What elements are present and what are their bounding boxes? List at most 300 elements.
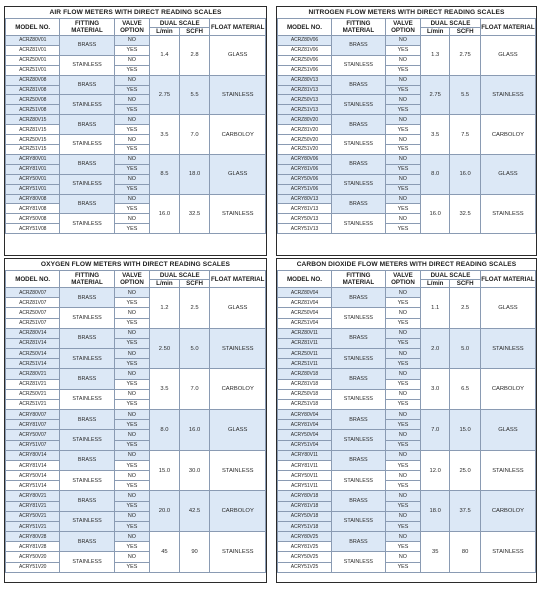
float-material: CARBOLOY bbox=[210, 115, 266, 155]
table-row bbox=[6, 75, 266, 85]
table-row bbox=[278, 369, 536, 379]
flow-scfh: 16.0 bbox=[179, 410, 210, 451]
valve-option: YES bbox=[114, 460, 149, 470]
fitting-material: STAINLESS bbox=[331, 55, 385, 75]
flow-meter-table bbox=[277, 270, 536, 573]
model-number: ACRY80V04 bbox=[278, 410, 332, 420]
model-number: ACRY50V01 bbox=[6, 174, 60, 184]
float-material: GLASS bbox=[210, 410, 266, 451]
flow-lmin: 45 bbox=[150, 532, 180, 573]
model-number: ACRY51V20 bbox=[6, 562, 60, 572]
float-material: STAINLESS bbox=[210, 532, 266, 573]
valve-option: NO bbox=[114, 552, 149, 562]
valve-option: NO bbox=[114, 532, 149, 542]
fitting-material: BRASS bbox=[60, 288, 114, 308]
model-number: ACRY50V14 bbox=[6, 471, 60, 481]
model-number: ACRY51V18 bbox=[278, 521, 332, 531]
fitting-material: BRASS bbox=[331, 532, 385, 552]
valve-option: YES bbox=[385, 85, 420, 95]
table-row bbox=[6, 194, 266, 204]
valve-option: YES bbox=[114, 562, 149, 572]
model-number: ACRY80V25 bbox=[278, 532, 332, 542]
table-row bbox=[278, 491, 536, 501]
table-row bbox=[6, 532, 266, 542]
float-material: STAINLESS bbox=[480, 194, 535, 234]
model-number: ACRZ50V01 bbox=[6, 55, 60, 65]
header-model: MODEL NO. bbox=[278, 19, 332, 36]
flow-lmin: 15.0 bbox=[150, 450, 180, 491]
flow-scfh: 2.75 bbox=[450, 36, 481, 76]
header-dual-scale: DUAL SCALE bbox=[421, 271, 481, 280]
fitting-material: BRASS bbox=[60, 532, 114, 552]
valve-option: NO bbox=[385, 328, 420, 338]
model-number: ACRY50V07 bbox=[6, 430, 60, 440]
fitting-material: STAINLESS bbox=[60, 349, 114, 369]
valve-option: NO bbox=[385, 174, 420, 184]
flow-lmin: 8.5 bbox=[150, 154, 180, 194]
flow-scfh: 42.5 bbox=[179, 491, 210, 532]
valve-option: NO bbox=[385, 349, 420, 359]
model-number: ACRZ51V01 bbox=[6, 65, 60, 75]
valve-option: NO bbox=[114, 214, 149, 224]
model-number: ACRZ51V13 bbox=[278, 105, 332, 115]
fitting-material: STAINLESS bbox=[331, 308, 385, 328]
valve-option: YES bbox=[385, 164, 420, 174]
model-number: ACRZ81V11 bbox=[278, 338, 332, 348]
model-number: ACRZ81V21 bbox=[6, 379, 60, 389]
model-number: ACRZ50V14 bbox=[6, 349, 60, 359]
fitting-material: STAINLESS bbox=[60, 55, 114, 75]
valve-option: NO bbox=[385, 369, 420, 379]
table-row bbox=[6, 115, 266, 125]
model-number: ACRZ50V11 bbox=[278, 349, 332, 359]
table-row bbox=[278, 328, 536, 338]
float-material: GLASS bbox=[210, 288, 266, 329]
fitting-material: STAINLESS bbox=[60, 95, 114, 115]
model-number: ACRY81V13 bbox=[278, 204, 332, 214]
model-number: ACRY50V08 bbox=[6, 214, 60, 224]
valve-option: NO bbox=[385, 491, 420, 501]
header-scfh: SCFH bbox=[450, 28, 481, 36]
model-number: ACRZ50V06 bbox=[278, 55, 332, 65]
model-number: ACRY51V08 bbox=[6, 224, 60, 234]
model-number: ACRY81V07 bbox=[6, 420, 60, 430]
valve-option: NO bbox=[385, 308, 420, 318]
model-number: ACRZ80V08 bbox=[6, 75, 60, 85]
model-number: ACRZ51V14 bbox=[6, 359, 60, 369]
valve-option: NO bbox=[385, 135, 420, 145]
valve-option: YES bbox=[114, 45, 149, 55]
fitting-material: BRASS bbox=[60, 75, 114, 95]
fitting-material: STAINLESS bbox=[331, 511, 385, 531]
table-row bbox=[6, 154, 266, 164]
valve-option: YES bbox=[385, 481, 420, 491]
model-number: ACRZ51V04 bbox=[278, 318, 332, 328]
model-number: ACRZ51V15 bbox=[6, 144, 60, 154]
valve-option: NO bbox=[114, 450, 149, 460]
valve-option: YES bbox=[385, 440, 420, 450]
header-lmin: L/min bbox=[421, 28, 450, 36]
float-material: GLASS bbox=[480, 410, 535, 451]
valve-option: YES bbox=[114, 204, 149, 214]
flow-lmin: 7.0 bbox=[421, 410, 450, 451]
model-number: ACRY81V28 bbox=[6, 542, 60, 552]
model-number: ACRY50V21 bbox=[6, 511, 60, 521]
fitting-material: STAINLESS bbox=[60, 308, 114, 328]
model-number: ACRY50V25 bbox=[278, 552, 332, 562]
fitting-material: BRASS bbox=[331, 491, 385, 511]
header-dual-scale: DUAL SCALE bbox=[421, 19, 481, 28]
fitting-material: BRASS bbox=[331, 75, 385, 95]
header-fitting-material: FITTING MATERIAL bbox=[331, 271, 385, 288]
valve-option: NO bbox=[114, 95, 149, 105]
model-number: ACRZ50V04 bbox=[278, 308, 332, 318]
flow-lmin: 20.0 bbox=[150, 491, 180, 532]
model-number: ACRZ51V21 bbox=[6, 399, 60, 409]
model-number: ACRZ50V18 bbox=[278, 389, 332, 399]
float-material: STAINLESS bbox=[480, 328, 535, 369]
float-material: GLASS bbox=[480, 154, 535, 194]
nitrogen-flow-meters-panel bbox=[276, 6, 537, 256]
valve-option: NO bbox=[114, 491, 149, 501]
valve-option: NO bbox=[114, 174, 149, 184]
flow-scfh: 2.8 bbox=[179, 36, 210, 76]
flow-scfh: 2.5 bbox=[450, 288, 481, 329]
fitting-material: BRASS bbox=[331, 154, 385, 174]
fitting-material: STAINLESS bbox=[60, 135, 114, 155]
model-number: ACRY80V07 bbox=[6, 410, 60, 420]
valve-option: YES bbox=[385, 399, 420, 409]
header-valve-option: VALVE OPTION bbox=[385, 19, 420, 36]
valve-option: NO bbox=[114, 75, 149, 85]
model-number: ACRY80V01 bbox=[6, 154, 60, 164]
table-row bbox=[6, 328, 266, 338]
valve-option: NO bbox=[385, 288, 420, 298]
valve-option: NO bbox=[385, 410, 420, 420]
fitting-material: STAINLESS bbox=[331, 174, 385, 194]
valve-option: YES bbox=[385, 359, 420, 369]
model-number: ACRZ50V21 bbox=[6, 389, 60, 399]
valve-option: YES bbox=[385, 338, 420, 348]
valve-option: YES bbox=[114, 184, 149, 194]
model-number: ACRY80V18 bbox=[278, 491, 332, 501]
flow-scfh: 32.5 bbox=[179, 194, 210, 234]
fitting-material: BRASS bbox=[60, 450, 114, 470]
fitting-material: STAINLESS bbox=[60, 430, 114, 450]
table-row bbox=[6, 491, 266, 501]
flow-scfh: 2.5 bbox=[179, 288, 210, 329]
table-row bbox=[278, 115, 536, 125]
float-material: STAINLESS bbox=[210, 75, 266, 115]
panel-title: CARBON DIOXIDE FLOW METERS WITH DIRECT READING SCALES bbox=[296, 261, 517, 268]
valve-option: YES bbox=[385, 460, 420, 470]
model-number: ACRY81V21 bbox=[6, 501, 60, 511]
valve-option: NO bbox=[114, 430, 149, 440]
table-row bbox=[6, 450, 266, 460]
valve-option: YES bbox=[114, 85, 149, 95]
model-number: ACRZ80V07 bbox=[6, 288, 60, 298]
valve-option: NO bbox=[114, 369, 149, 379]
model-number: ACRY50V13 bbox=[278, 214, 332, 224]
flow-scfh: 16.0 bbox=[450, 154, 481, 194]
valve-option: YES bbox=[114, 542, 149, 552]
flow-lmin: 1.4 bbox=[150, 36, 180, 76]
model-number: ACRZ80V06 bbox=[278, 36, 332, 46]
header-model: MODEL NO. bbox=[278, 271, 332, 288]
valve-option: NO bbox=[114, 511, 149, 521]
float-material: CARBOLOY bbox=[210, 369, 266, 410]
flow-scfh: 5.0 bbox=[179, 328, 210, 369]
model-number: ACRZ80V18 bbox=[278, 369, 332, 379]
valve-option: YES bbox=[114, 420, 149, 430]
panel-title: AIR FLOW METERS WITH DIRECT READING SCALES bbox=[49, 9, 222, 16]
model-number: ACRZ50V13 bbox=[278, 95, 332, 105]
flow-scfh: 90 bbox=[179, 532, 210, 573]
model-number: ACRY51V04 bbox=[278, 440, 332, 450]
valve-option: YES bbox=[385, 184, 420, 194]
table-row bbox=[6, 410, 266, 420]
valve-option: YES bbox=[385, 542, 420, 552]
model-number: ACRY51V25 bbox=[278, 562, 332, 572]
model-number: ACRZ50V07 bbox=[6, 308, 60, 318]
valve-option: NO bbox=[114, 288, 149, 298]
header-dual-scale: DUAL SCALE bbox=[150, 271, 210, 280]
valve-option: NO bbox=[114, 36, 149, 46]
flow-lmin: 2.75 bbox=[150, 75, 180, 115]
header-fitting-material: FITTING MATERIAL bbox=[60, 271, 114, 288]
model-number: ACRY51V21 bbox=[6, 521, 60, 531]
table-row bbox=[278, 288, 536, 298]
valve-option: NO bbox=[385, 95, 420, 105]
model-number: ACRZ51V07 bbox=[6, 318, 60, 328]
model-number: ACRY50V06 bbox=[278, 174, 332, 184]
flow-lmin: 3.5 bbox=[150, 115, 180, 155]
model-number: ACRZ51V18 bbox=[278, 399, 332, 409]
valve-option: YES bbox=[385, 204, 420, 214]
float-material: STAINLESS bbox=[480, 532, 535, 573]
model-number: ACRZ50V20 bbox=[278, 135, 332, 145]
valve-option: NO bbox=[114, 389, 149, 399]
float-material: CARBOLOY bbox=[480, 369, 535, 410]
model-number: ACRY51V01 bbox=[6, 184, 60, 194]
valve-option: NO bbox=[385, 154, 420, 164]
flow-lmin: 1.2 bbox=[150, 288, 180, 329]
table-row bbox=[6, 369, 266, 379]
valve-option: YES bbox=[114, 125, 149, 135]
fitting-material: BRASS bbox=[331, 288, 385, 308]
table-row bbox=[6, 288, 266, 298]
header-model: MODEL NO. bbox=[6, 19, 60, 36]
model-number: ACRZ80V15 bbox=[6, 115, 60, 125]
valve-option: YES bbox=[114, 298, 149, 308]
header-scfh: SCFH bbox=[450, 280, 481, 288]
fitting-material: STAINLESS bbox=[60, 214, 114, 234]
fitting-material: BRASS bbox=[60, 369, 114, 389]
flow-lmin: 12.0 bbox=[421, 450, 450, 491]
fitting-material: BRASS bbox=[60, 36, 114, 56]
header-lmin: L/min bbox=[150, 28, 180, 36]
valve-option: YES bbox=[114, 105, 149, 115]
valve-option: YES bbox=[114, 440, 149, 450]
flow-scfh: 15.0 bbox=[450, 410, 481, 451]
model-number: ACRY51V06 bbox=[278, 184, 332, 194]
model-number: ACRZ81V20 bbox=[278, 125, 332, 135]
flow-lmin: 3.5 bbox=[150, 369, 180, 410]
model-number: ACRZ51V06 bbox=[278, 65, 332, 75]
flow-scfh: 5.5 bbox=[179, 75, 210, 115]
float-material: STAINLESS bbox=[480, 450, 535, 491]
model-number: ACRY80V14 bbox=[6, 450, 60, 460]
flow-scfh: 7.5 bbox=[450, 115, 481, 155]
float-material: CARBOLOY bbox=[480, 115, 535, 155]
header-fitting-material: FITTING MATERIAL bbox=[60, 19, 114, 36]
model-number: ACRZ81V06 bbox=[278, 45, 332, 55]
model-number: ACRZ81V08 bbox=[6, 85, 60, 95]
valve-option: NO bbox=[385, 194, 420, 204]
valve-option: NO bbox=[114, 308, 149, 318]
float-material: GLASS bbox=[210, 36, 266, 76]
model-number: ACRZ80V11 bbox=[278, 328, 332, 338]
flow-meter-table bbox=[5, 18, 266, 234]
valve-option: NO bbox=[114, 410, 149, 420]
model-number: ACRZ80V14 bbox=[6, 328, 60, 338]
valve-option: YES bbox=[114, 379, 149, 389]
table-row bbox=[278, 75, 536, 85]
model-number: ACRY80V08 bbox=[6, 194, 60, 204]
model-number: ACRZ80V01 bbox=[6, 36, 60, 46]
model-number: ACRY51V11 bbox=[278, 481, 332, 491]
valve-option: NO bbox=[385, 552, 420, 562]
valve-option: YES bbox=[114, 318, 149, 328]
valve-option: YES bbox=[385, 420, 420, 430]
valve-option: YES bbox=[114, 501, 149, 511]
flow-meter-table bbox=[277, 18, 536, 234]
valve-option: NO bbox=[114, 115, 149, 125]
valve-option: YES bbox=[385, 318, 420, 328]
flow-scfh: 25.0 bbox=[450, 450, 481, 491]
valve-option: YES bbox=[385, 105, 420, 115]
model-number: ACRY81V11 bbox=[278, 460, 332, 470]
table-row bbox=[6, 36, 266, 46]
flow-lmin: 3.5 bbox=[421, 115, 450, 155]
carbon-dioxide-flow-meters-panel bbox=[276, 258, 537, 583]
flow-scfh: 80 bbox=[450, 532, 481, 573]
fitting-material: STAINLESS bbox=[331, 214, 385, 234]
valve-option: NO bbox=[114, 154, 149, 164]
valve-option: NO bbox=[385, 115, 420, 125]
model-number: ACRZ80V13 bbox=[278, 75, 332, 85]
model-number: ACRZ80V04 bbox=[278, 288, 332, 298]
header-scfh: SCFH bbox=[179, 280, 210, 288]
valve-option: YES bbox=[385, 562, 420, 572]
valve-option: YES bbox=[114, 359, 149, 369]
fitting-material: STAINLESS bbox=[60, 552, 114, 572]
flow-scfh: 37.5 bbox=[450, 491, 481, 532]
model-number: ACRZ81V18 bbox=[278, 379, 332, 389]
model-number: ACRZ51V20 bbox=[278, 144, 332, 154]
model-number: ACRZ80V21 bbox=[6, 369, 60, 379]
fitting-material: STAINLESS bbox=[331, 349, 385, 369]
valve-option: NO bbox=[385, 389, 420, 399]
flow-scfh: 5.0 bbox=[450, 328, 481, 369]
valve-option: NO bbox=[385, 36, 420, 46]
model-number: ACRY81V06 bbox=[278, 164, 332, 174]
model-number: ACRY80V28 bbox=[6, 532, 60, 542]
valve-option: NO bbox=[114, 349, 149, 359]
valve-option: YES bbox=[385, 45, 420, 55]
valve-option: YES bbox=[114, 224, 149, 234]
float-material: CARBOLOY bbox=[210, 491, 266, 532]
table-row bbox=[278, 532, 536, 542]
valve-option: NO bbox=[385, 450, 420, 460]
valve-option: NO bbox=[385, 214, 420, 224]
valve-option: YES bbox=[385, 224, 420, 234]
fitting-material: BRASS bbox=[60, 410, 114, 430]
table-row bbox=[278, 450, 536, 460]
valve-option: NO bbox=[114, 55, 149, 65]
oxygen-flow-meters-panel bbox=[4, 258, 267, 583]
header-float-material: FLOAT MATERIAL bbox=[480, 271, 535, 288]
model-number: ACRZ51V08 bbox=[6, 105, 60, 115]
model-number: ACRY51V07 bbox=[6, 440, 60, 450]
valve-option: YES bbox=[114, 164, 149, 174]
fitting-material: BRASS bbox=[331, 328, 385, 348]
header-model: MODEL NO. bbox=[6, 271, 60, 288]
fitting-material: BRASS bbox=[60, 491, 114, 511]
model-number: ACRY50V11 bbox=[278, 471, 332, 481]
flow-scfh: 7.0 bbox=[179, 369, 210, 410]
fitting-material: BRASS bbox=[331, 194, 385, 214]
header-scfh: SCFH bbox=[179, 28, 210, 36]
model-number: ACRY50V20 bbox=[6, 552, 60, 562]
valve-option: YES bbox=[385, 125, 420, 135]
model-number: ACRY80V21 bbox=[6, 491, 60, 501]
valve-option: YES bbox=[385, 144, 420, 154]
fitting-material: STAINLESS bbox=[60, 174, 114, 194]
table-row bbox=[278, 410, 536, 420]
fitting-material: BRASS bbox=[331, 450, 385, 470]
flow-lmin: 1.1 bbox=[421, 288, 450, 329]
table-row bbox=[278, 154, 536, 164]
fitting-material: BRASS bbox=[331, 369, 385, 389]
valve-option: NO bbox=[385, 532, 420, 542]
valve-option: YES bbox=[385, 379, 420, 389]
panel-title: OXYGEN FLOW METERS WITH DIRECT READING SCALES bbox=[40, 261, 231, 268]
valve-option: YES bbox=[114, 481, 149, 491]
model-number: ACRY80V13 bbox=[278, 194, 332, 204]
header-lmin: L/min bbox=[150, 280, 180, 288]
fitting-material: STAINLESS bbox=[60, 389, 114, 409]
valve-option: YES bbox=[385, 501, 420, 511]
valve-option: NO bbox=[114, 471, 149, 481]
valve-option: YES bbox=[385, 65, 420, 75]
header-fitting-material: FITTING MATERIAL bbox=[331, 19, 385, 36]
flow-lmin: 2.75 bbox=[421, 75, 450, 115]
model-number: ACRY81V04 bbox=[278, 420, 332, 430]
valve-option: NO bbox=[114, 328, 149, 338]
model-number: ACRZ81V07 bbox=[6, 298, 60, 308]
float-material: CARBOLOY bbox=[480, 491, 535, 532]
flow-lmin: 18.0 bbox=[421, 491, 450, 532]
flow-scfh: 18.0 bbox=[179, 154, 210, 194]
model-number: ACRY81V08 bbox=[6, 204, 60, 214]
float-material: GLASS bbox=[480, 288, 535, 329]
flow-scfh: 6.5 bbox=[450, 369, 481, 410]
valve-option: YES bbox=[114, 65, 149, 75]
valve-option: YES bbox=[114, 521, 149, 531]
valve-option: NO bbox=[385, 471, 420, 481]
valve-option: NO bbox=[114, 135, 149, 145]
